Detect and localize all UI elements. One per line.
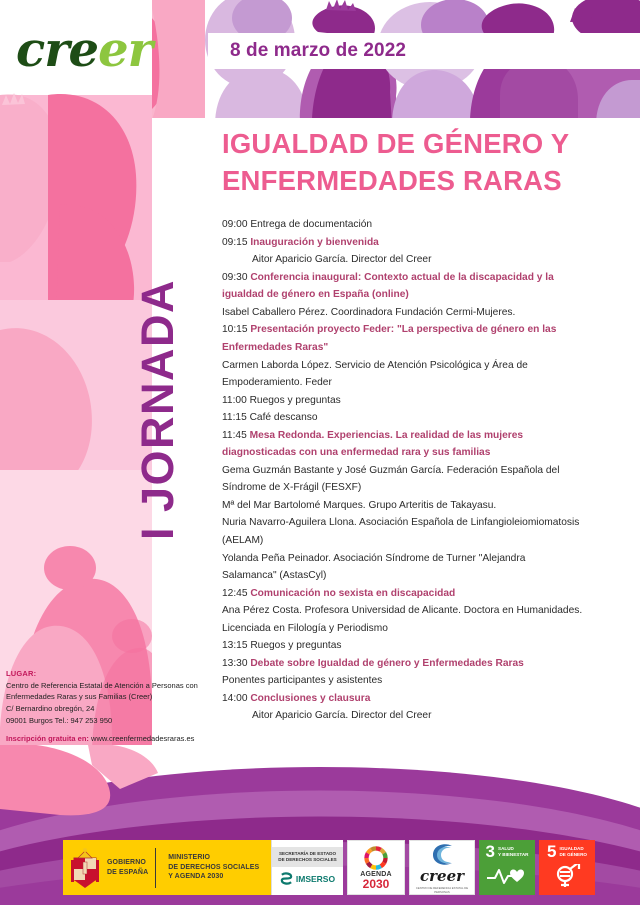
ministerio-line-3: Y AGENDA 2030	[168, 873, 224, 881]
sdg-3-line-1: SALUD	[498, 846, 514, 851]
program-line: Mª del Mar Bartolomé Marques. Grupo Arteritis de Takayasu.	[222, 499, 497, 511]
registration-url[interactable]: www.creenfermedadesraras.es	[88, 734, 195, 744]
program-line: Licenciada en Filología y Periodismo	[222, 622, 388, 634]
gobierno-line-1: GOBIERNO	[107, 859, 146, 867]
program-line	[222, 427, 618, 445]
heartbeat-icon	[486, 867, 528, 885]
sdg-5-line-1: IGUALDAD	[559, 846, 584, 851]
creer-footer-wordmark	[419, 866, 465, 885]
creer-footer-light: er	[446, 866, 465, 885]
jornada-label-container	[132, 130, 202, 550]
program-line: Aitor Aparicio García. Director del Creer	[252, 710, 432, 722]
program-session-title: Presentación proyecto Feder: "La perspectiva de género en las	[250, 324, 557, 336]
program-line: Enfermedades Raras"	[222, 341, 329, 353]
program-line	[222, 655, 618, 673]
program-line	[222, 234, 618, 252]
date-banner	[208, 33, 640, 69]
program-line: 11:00 Ruegos y preguntas	[222, 394, 341, 406]
creer-logo	[16, 22, 152, 78]
program-line: 11:15 Café descanso	[222, 412, 318, 424]
program-line: Síndrome de X-Frágil (FESXF)	[222, 482, 362, 494]
registration-info	[6, 733, 220, 745]
program-line: (AELAM)	[222, 534, 264, 546]
secretaria-line-2: DE DERECHOS SOCIALES	[278, 857, 337, 862]
title-line-2: ENFERMEDADES RARAS	[222, 164, 562, 196]
program-time: 09:30	[222, 271, 251, 283]
program-time: 10:15	[222, 324, 251, 336]
program-line	[222, 321, 618, 339]
program-schedule-list	[222, 216, 618, 725]
program-line: Ponentes participantes y asistentes	[222, 675, 383, 687]
imserso-mark-row	[272, 867, 343, 888]
spain-coat-of-arms-icon	[68, 846, 102, 890]
page-title	[222, 126, 622, 199]
imserso-swirl-icon	[280, 872, 293, 885]
sdg-3-line-2: Y BIENESTAR	[498, 851, 529, 857]
title-line-1: IGUALDAD DE GÉNERO Y	[222, 128, 570, 159]
imserso-name: IMSERSO	[295, 873, 336, 884]
venue-label: LUGAR:	[6, 669, 37, 678]
program-time: 09:15	[222, 236, 251, 248]
program-session-title: Conclusiones y clausura	[250, 692, 371, 704]
program-line: Gema Guzmán Bastante y José Guzmán García. Federación Española del	[222, 464, 560, 476]
program-line: Carmen Laborda López. Servicio de Atención Psicológica y Área de	[222, 359, 528, 371]
program-line: Ana Pérez Costa. Profesora Universidad de Alicante. Doctora en Humanidades.	[222, 605, 583, 617]
main-content	[222, 126, 622, 725]
program-session-title: Debate sobre Igualdad de género y Enfermedades Raras	[250, 657, 524, 669]
program-time: 14:00	[222, 692, 251, 704]
program-line: Isabel Caballero Pérez. Coordinadora Fundación Cermi-Mujeres.	[222, 306, 516, 318]
venue-line: Enfermedades Raras y sus Familias (Creer)	[6, 692, 153, 702]
venue-line: C/ Bernardino obregón, 24	[6, 703, 95, 713]
program-line	[222, 269, 618, 287]
program-session-title: Conferencia inaugural: Contexto actual de la discapacidad y la	[250, 271, 554, 283]
logo-divider	[155, 848, 156, 888]
ministerio-line-2: DE DERECHOS SOCIALES	[168, 863, 260, 871]
program-line: Yolanda Peña Peinador. Asociación Síndrome de Turner "Alejandra	[222, 552, 526, 564]
registration-label: Inscripción gratuita en:	[6, 734, 89, 744]
gobierno-line-2: DE ESPAÑA	[107, 868, 149, 876]
ministerio-line-1: MINISTERIO	[168, 854, 211, 862]
sdg-3-logo	[479, 840, 535, 895]
creer-footer-subtitle: CENTRO DE REFERENCIA ESTATAL DE PERSONAS	[415, 885, 469, 894]
venue-line: 09001 Burgos Tel.: 947 253 950	[6, 715, 113, 725]
agenda-year: 2030	[362, 877, 390, 891]
jornada-vertical-label: I JORNADA	[132, 278, 183, 540]
creer-logo-light-part: er	[98, 22, 152, 78]
venue-info	[6, 668, 220, 745]
sdg-5-header	[547, 844, 587, 859]
secretaria-line-1: SECRETARÍA DE ESTADO	[278, 850, 337, 856]
program-time: 13:30	[222, 657, 251, 669]
imserso-logo	[271, 840, 343, 895]
program-time: 12:45	[222, 587, 251, 599]
creer-logo-dark-part: cre	[16, 22, 99, 78]
program-line: Nuria Navarro-Aguilera Llona. Asociación Española de Linfangioleiomiomatosis	[222, 517, 580, 529]
sdg-3-header	[486, 844, 529, 859]
program-line: 09:00 Entrega de documentación	[222, 219, 373, 231]
program-line: Salamanca" (AstasCyl)	[222, 570, 327, 582]
program-line: Empoderamiento. Feder	[222, 377, 332, 389]
creer-footer-dark: cre	[419, 866, 447, 885]
creer-footer-logo	[409, 840, 475, 895]
event-date: 8 de marzo de 2022	[230, 40, 407, 61]
program-session-title: Inauguración y bienvenida	[250, 236, 379, 248]
sdg-5-icon-wrap	[550, 859, 584, 893]
sdg-5-logo	[539, 840, 595, 895]
sdg-3-label	[498, 844, 528, 857]
sdg-5-label	[559, 844, 587, 857]
program-line: igualdad de género en España (online)	[222, 289, 409, 301]
gender-equality-icon	[550, 864, 584, 888]
sdg-wheel-icon	[363, 845, 389, 871]
program-session-title: Mesa Redonda. Experiencias. La realidad de las mujeres	[249, 429, 524, 441]
program-line: 13:15 Ruegos y preguntas	[222, 640, 342, 652]
sdg-5-number: 5	[546, 842, 557, 861]
program-time: 11:45	[222, 429, 250, 441]
venue-address-lines	[6, 680, 220, 727]
program-line	[222, 585, 618, 603]
gobierno-de-espana-logo	[63, 840, 271, 895]
program-line: Aitor Aparicio García. Director del Creer	[252, 254, 432, 266]
sdg-3-number: 3	[485, 842, 495, 861]
program-line: diagnosticadas con una enfermedad rara y sus familias	[222, 447, 491, 459]
gobierno-text	[107, 858, 148, 877]
agenda-2030-logo	[347, 840, 405, 895]
secretaria-estado-text	[272, 847, 343, 868]
venue-line: Centro de Referencia Estatal de Atención a Personas con	[6, 680, 198, 690]
ministerio-text	[168, 853, 259, 881]
program-line	[222, 690, 618, 708]
creer-c-symbol-icon	[427, 842, 457, 868]
footer-logo-bar	[63, 840, 595, 895]
sdg-5-line-2: DE GÉNERO	[559, 851, 588, 857]
sdg-3-icon-wrap	[486, 859, 528, 893]
program-session-title: Comunicación no sexista en discapacidad	[250, 587, 456, 599]
agenda-label: AGENDA	[360, 871, 392, 878]
